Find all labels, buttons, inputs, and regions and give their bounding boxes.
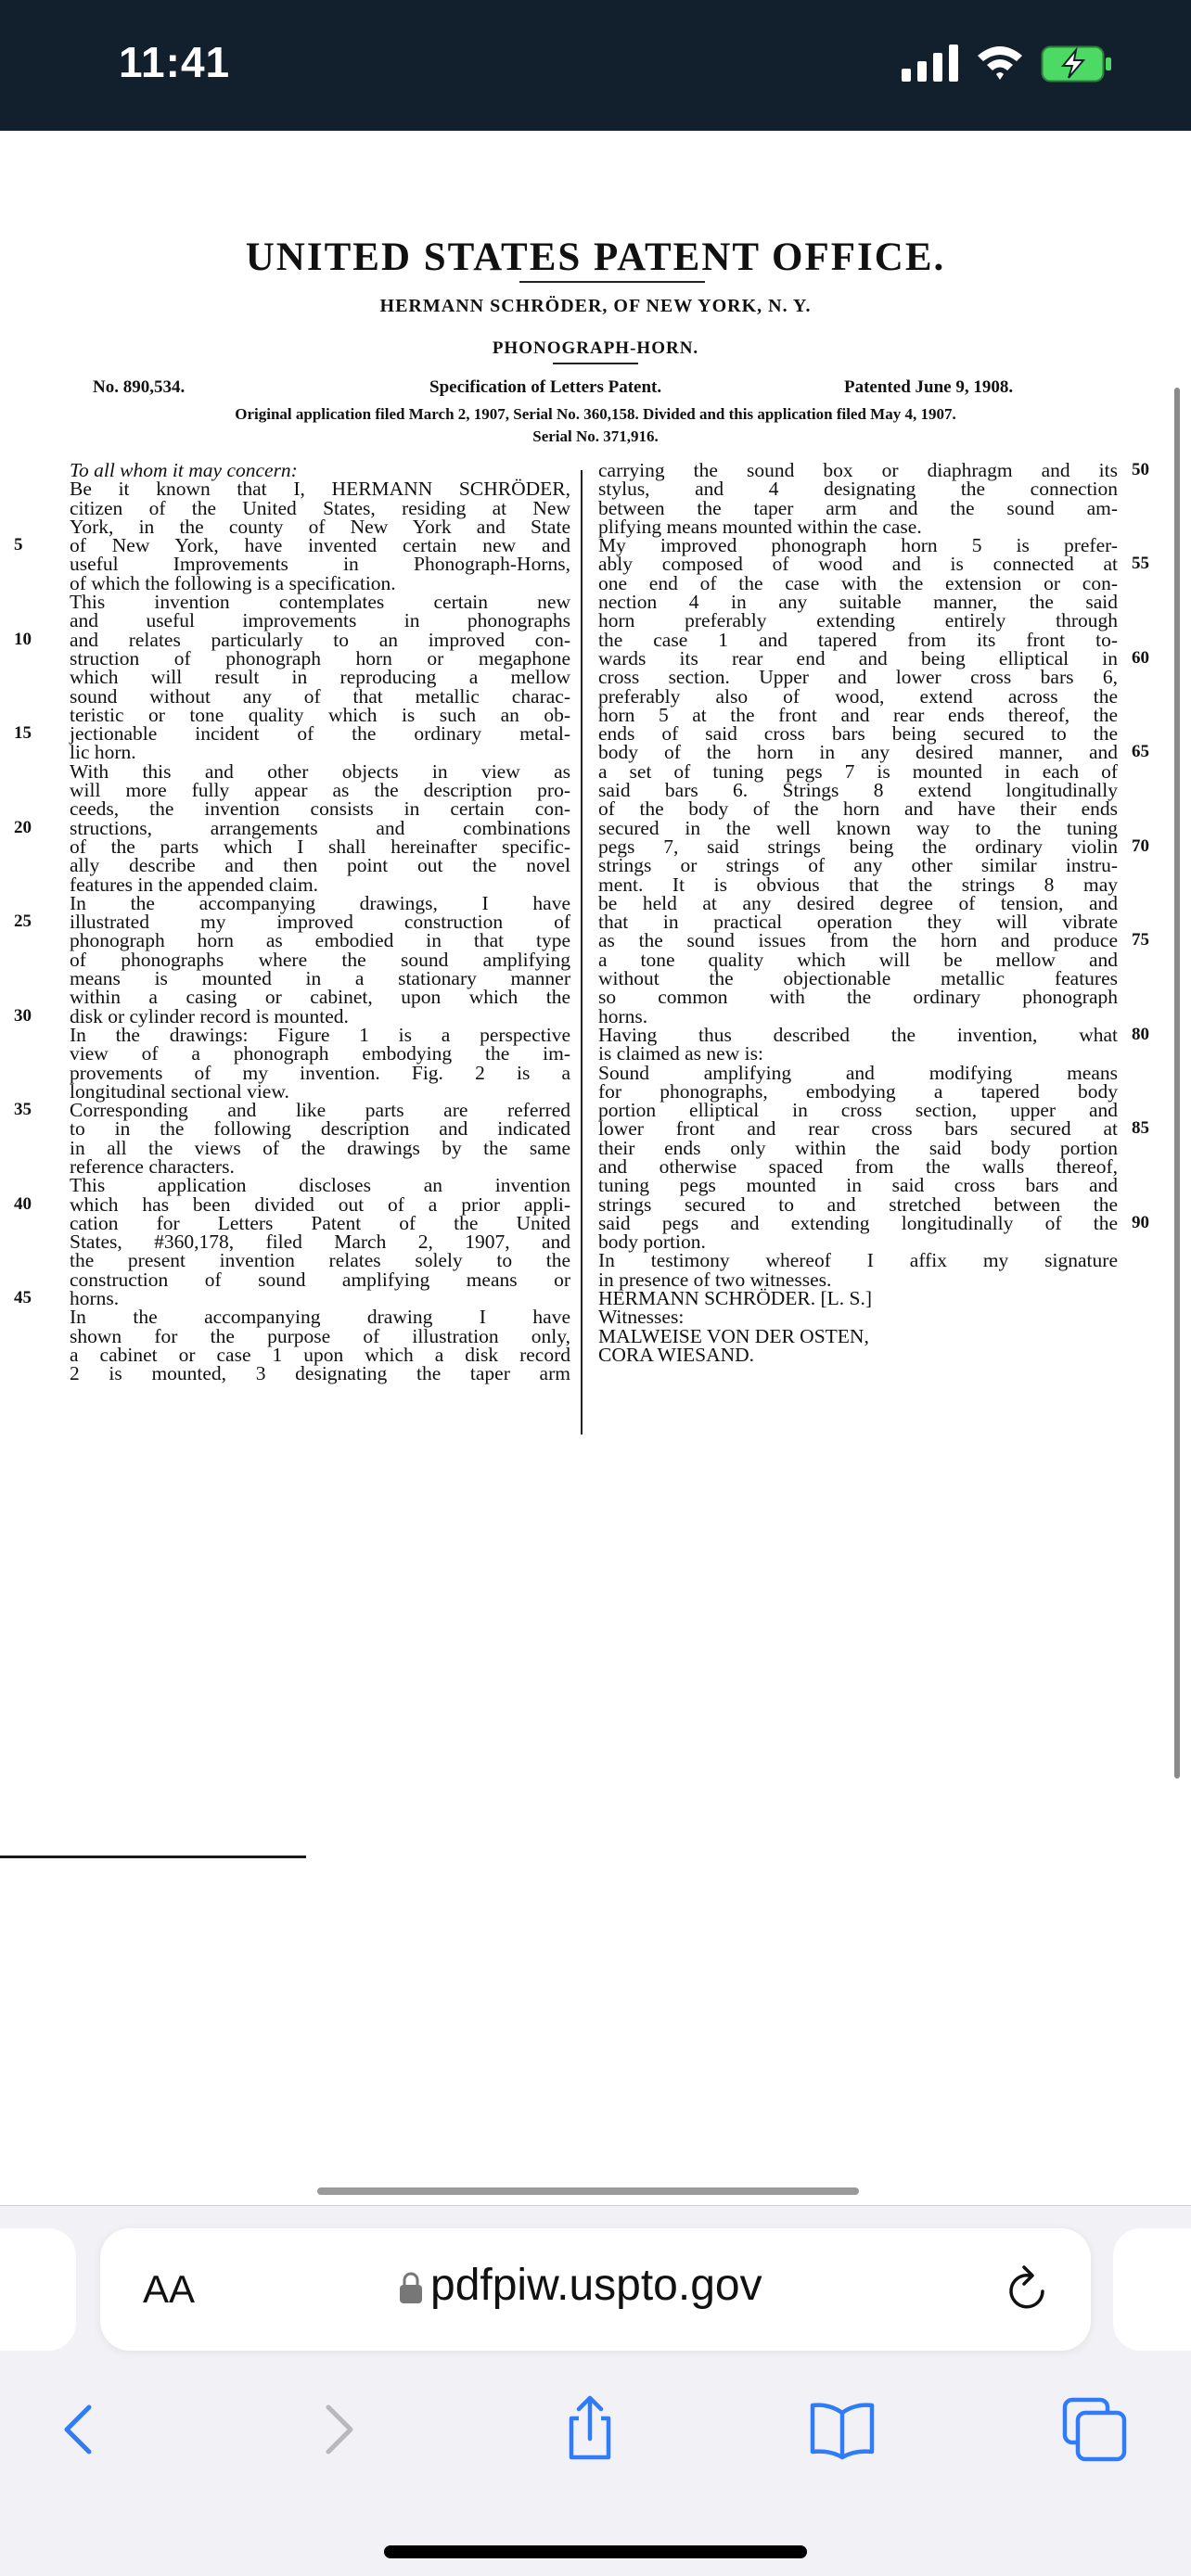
address-bar[interactable] [100, 2228, 1091, 2351]
text-line [70, 1117, 570, 1141]
line-text: pegs 7, said strings being the ordinary violin [598, 835, 1118, 858]
text-line [598, 722, 1118, 746]
line-text: and otherwise spaced from the walls thereof, [598, 1154, 1118, 1178]
text-line [14, 816, 570, 839]
line-text: of the body of the horn and have their ends [598, 797, 1118, 821]
patent-subject: PHONOGRAPH-HORN. [492, 338, 699, 358]
text-line [14, 534, 570, 557]
line-text: in presence of two witnesses. [598, 1268, 832, 1291]
line-text: said bars 6. Strings 8 extend longitudinally [598, 779, 1118, 802]
text-line [598, 1061, 1118, 1084]
line-text: In testimony whereof I affix my signature [598, 1249, 1118, 1272]
previous-tab-card[interactable] [0, 2228, 76, 2351]
text-line [598, 969, 1118, 988]
line-number: 20 [14, 817, 32, 837]
document-scrollbar[interactable] [1174, 388, 1180, 1779]
status-time: 11:41 [119, 38, 231, 86]
line-number: 30 [14, 1005, 32, 1026]
text-line [70, 837, 570, 856]
text-line [598, 875, 1118, 894]
line-text: be held at any desired degree of tension, and [598, 891, 1118, 914]
text-line [70, 611, 570, 630]
line-text: phonograph horn as embodied in that type [70, 929, 570, 952]
line-text: shown for the purpose of illustration only, [70, 1324, 570, 1347]
line-number: 10 [14, 629, 32, 649]
text-line [598, 684, 1118, 708]
text-line [598, 1287, 1118, 1310]
line-text: ceeds, the invention consists in certain con- [70, 797, 570, 821]
cellular-signal-icon [902, 45, 959, 82]
text-line [14, 1192, 570, 1216]
line-text: features in the appended claim. [70, 873, 319, 896]
text-line [70, 854, 570, 877]
text-line [598, 666, 1118, 689]
line-text: lower front and rear cross bars secured at [598, 1117, 1118, 1141]
text-line [14, 1099, 570, 1122]
line-text: This application discloses an invention [70, 1174, 570, 1197]
line-text: body portion. [598, 1231, 706, 1254]
text-line [70, 1023, 570, 1046]
text-line [70, 684, 570, 708]
text-line [598, 628, 1118, 651]
line-text: To all whom it may concern: [70, 459, 298, 481]
text-line [14, 722, 570, 746]
line-text: a tone quality which will be mellow and [598, 948, 1118, 971]
serial-line: Serial No. 371,916. [532, 427, 659, 445]
text-line [70, 969, 570, 988]
line-number: 60 [1132, 647, 1149, 668]
text-line [598, 1249, 1118, 1272]
line-text: and useful improvements in phonographs [70, 609, 570, 632]
line-text: wards its rear end and being elliptical in [598, 646, 1118, 670]
inventor-line: HERMANN SCHRÖDER, OF NEW YORK, N. Y. [379, 296, 812, 316]
text-line [70, 1345, 570, 1364]
text-line [598, 1004, 1118, 1027]
line-text: MALWEISE VON DER OSTEN, [598, 1324, 869, 1347]
line-number: 65 [1132, 742, 1149, 762]
line-text: HERMANN SCHRÖDER. [L. S.] [598, 1287, 873, 1310]
text-line [598, 459, 1149, 481]
text-line [598, 1192, 1118, 1216]
text-line [598, 1023, 1149, 1046]
line-number: 35 [14, 1100, 32, 1120]
line-text: one end of the case with the extension or con- [598, 571, 1118, 594]
text-line [70, 1174, 570, 1197]
line-text: their ends only within the said body portion [598, 1136, 1118, 1159]
text-line [70, 517, 570, 536]
line-text: secured in the well known way to the tuning [598, 816, 1118, 839]
text-line [598, 1044, 1118, 1063]
text-line [598, 779, 1118, 802]
line-text: illustrated my improved construction of [70, 911, 570, 934]
title-divider [519, 281, 705, 283]
subject-divider [553, 363, 638, 364]
line-text: strings or strings of any other similar instru- [598, 854, 1118, 877]
bookmarks-icon[interactable] [805, 2392, 879, 2467]
line-text: a cabinet or case 1 upon which a disk record [70, 1343, 570, 1366]
text-line [14, 1004, 570, 1027]
line-text: will more fully appear as the description pro- [70, 779, 570, 802]
line-text: reference characters. [70, 1154, 235, 1178]
text-line [598, 553, 1149, 576]
line-text: tuning pegs mounted in said cross bars and [598, 1174, 1118, 1197]
pdf-document-view[interactable] [0, 131, 1191, 2205]
line-text: plifying means mounted within the case. [598, 515, 922, 538]
text-line [598, 816, 1118, 839]
text-line [598, 797, 1118, 821]
line-text: body of the horn in any desired manner, and [598, 741, 1118, 764]
line-text: Corresponding and like parts are referred [70, 1099, 570, 1122]
bottom-toolbar [0, 2383, 1191, 2476]
text-line [598, 759, 1118, 783]
text-line [598, 1345, 1118, 1364]
battery-charging-icon [1041, 45, 1113, 83]
text-line [70, 1136, 570, 1159]
text-line [70, 1154, 570, 1178]
text-line [70, 1044, 570, 1063]
line-text: ends of said cross bars being secured to the [598, 722, 1118, 746]
text-line [70, 1079, 570, 1103]
line-text: which will result in reproducing a mellow [70, 666, 570, 689]
line-text: construction of sound amplifying means or [70, 1268, 570, 1291]
line-text: ment. It is obvious that the strings 8 may [598, 873, 1118, 896]
url-text[interactable]: pdfpiw.uspto.gov [430, 2261, 762, 2310]
line-text: the case 1 and tapered from its front to- [598, 628, 1118, 651]
text-line [598, 496, 1118, 519]
line-text: CORA WIESAND. [598, 1343, 755, 1366]
line-number: 15 [14, 723, 32, 744]
text-line [598, 1306, 1118, 1329]
line-text: Be it known that I, HERMANN SCHRÖDER, [70, 478, 570, 501]
line-number: 25 [14, 912, 32, 932]
text-line [70, 950, 570, 969]
reload-icon[interactable] [1002, 2264, 1052, 2315]
text-line [598, 703, 1118, 726]
line-number: 70 [1132, 835, 1149, 856]
line-text: ably composed of wood and is connected at [598, 553, 1118, 576]
line-text: horn 5 at the front and rear ends thereof, the [598, 703, 1118, 726]
line-text: jectionable incident of the ordinary metal- [70, 722, 570, 746]
text-line [70, 1211, 570, 1234]
text-line [70, 1306, 570, 1329]
line-text: the present invention relates solely to the [70, 1249, 570, 1272]
line-text: ally describe and then point out the novel [70, 854, 570, 877]
text-line [70, 779, 570, 802]
text-line [598, 1099, 1118, 1122]
line-text: In the accompanying drawings, I have [70, 891, 570, 914]
text-line [598, 1211, 1149, 1234]
horizontal-scroll-indicator[interactable] [317, 2187, 859, 2195]
text-line [598, 536, 1118, 555]
line-number: 90 [1132, 1212, 1149, 1232]
text-line [70, 461, 570, 479]
line-text: struction of phonograph horn or megaphone [70, 646, 570, 670]
text-line [70, 797, 570, 821]
line-text: In the drawings: Figure 1 is a perspective [70, 1023, 570, 1046]
text-line [70, 931, 570, 950]
wifi-icon [976, 43, 1024, 82]
text-line [598, 950, 1118, 969]
text-line [14, 628, 570, 651]
text-line [70, 986, 570, 1009]
line-number: 5 [14, 535, 23, 555]
text-line [70, 759, 570, 783]
text-line [70, 741, 570, 764]
line-text: With this and other objects in view as [70, 759, 570, 783]
line-text: York, in the county of New York and State [70, 515, 570, 538]
text-line [598, 1117, 1149, 1141]
line-number: 75 [1132, 930, 1149, 950]
text-line [70, 891, 570, 914]
line-text: to in the following description and indicated [70, 1117, 570, 1141]
text-line [70, 646, 570, 670]
line-text: cation for Letters Patent of the United [70, 1211, 570, 1234]
text-line [70, 666, 570, 689]
line-text: of phonographs where the sound amplifying [70, 948, 570, 971]
text-line [70, 1231, 570, 1254]
line-text: carrying the sound box or diaphragm and its [598, 459, 1118, 481]
line-text: structions, arrangements and combinations [70, 816, 570, 839]
text-line [598, 1079, 1118, 1103]
text-line [598, 986, 1118, 1009]
line-text: lic horn. [70, 741, 136, 764]
lock-icon [399, 2271, 423, 2304]
line-text: which has been divided out of a prior appli- [70, 1192, 570, 1216]
line-text: within a casing or cabinet, upon which the [70, 986, 570, 1009]
line-text: without the objectionable metallic features [598, 967, 1118, 990]
text-line [598, 591, 1118, 614]
office-title: UNITED STATES PATENT OFFICE. [245, 236, 946, 279]
text-line [70, 591, 570, 614]
line-text: horns. [598, 1004, 648, 1027]
line-number: 80 [1132, 1024, 1149, 1044]
application-line: Original application filed March 2, 1907, Serial No. 360,158. Divided and this application filed May 4, 1907. [235, 405, 956, 423]
line-text: Sound amplifying and modifying means [598, 1061, 1118, 1084]
share-icon[interactable] [553, 2392, 627, 2467]
text-line [598, 1154, 1118, 1178]
line-text: teristic or tone quality which is such an ob- [70, 703, 570, 726]
line-text: nection 4 in any suitable manner, the said [598, 591, 1118, 614]
line-text: portion elliptical in cross section, upper and [598, 1099, 1118, 1122]
tabs-icon[interactable] [1057, 2392, 1132, 2467]
status-bar [0, 0, 1191, 131]
home-indicator[interactable] [384, 2545, 807, 2558]
line-text: provements of my invention. Fig. 2 is a [70, 1061, 570, 1084]
line-text: useful Improvements in Phonograph-Horns, [70, 553, 570, 576]
text-line [70, 571, 570, 594]
text-line [598, 911, 1118, 934]
text-line [598, 517, 1118, 536]
patented-date: Patented June 9, 1908. [844, 377, 1014, 397]
line-text: so common with the ordinary phonograph [598, 986, 1118, 1009]
text-line [70, 1364, 570, 1383]
line-text: disk or cylinder record is mounted. [70, 1004, 349, 1027]
line-text: strings secured to and stretched between the [598, 1192, 1118, 1216]
line-text: means is mounted in a stationary manner [70, 967, 570, 990]
text-line [598, 1231, 1118, 1254]
line-text: 2 is mounted, 3 designating the taper arm [70, 1362, 570, 1385]
line-text: for phonographs, embodying a tapered body [598, 1079, 1118, 1103]
line-text: My improved phonograph horn 5 is prefer- [598, 534, 1118, 557]
page-edge-line [0, 1855, 306, 1858]
line-text: of which the following is a specification. [70, 571, 396, 594]
line-number: 55 [1132, 554, 1149, 574]
line-text: as the sound issues from the horn and produce [598, 929, 1118, 952]
line-text: horns. [70, 1287, 120, 1310]
right-column [598, 459, 1149, 1366]
text-line [598, 854, 1118, 877]
text-line [70, 1270, 570, 1289]
line-text: is claimed as new is: [598, 1042, 763, 1065]
text-line [598, 478, 1118, 501]
text-line [598, 1270, 1118, 1289]
text-line [70, 1249, 570, 1272]
line-text: said pegs and extending longitudinally of the [598, 1211, 1118, 1234]
line-text: This invention contemplates certain new [70, 591, 570, 614]
text-line [598, 611, 1118, 630]
line-text: States, #360,178, filed March 2, 1907, and [70, 1231, 570, 1254]
patent-number: No. 890,534. [93, 377, 186, 397]
line-text: view of a phonograph embodying the im- [70, 1042, 570, 1065]
forward-icon[interactable] [302, 2392, 377, 2467]
line-text: of New York, have invented certain new and [70, 534, 570, 557]
specification-label: Specification of Letters Patent. [429, 377, 662, 397]
text-line [598, 646, 1149, 670]
line-text: longitudinal sectional view. [70, 1079, 289, 1103]
text-line [70, 478, 570, 501]
text-line [598, 891, 1118, 914]
next-tab-card[interactable] [1113, 2228, 1191, 2351]
back-icon[interactable] [41, 2392, 115, 2467]
line-text: stylus, and 4 designating the connection [598, 478, 1118, 501]
line-text: Having thus described the invention, what [598, 1023, 1118, 1046]
text-line [598, 1174, 1118, 1197]
text-line [598, 741, 1149, 764]
line-text: a set of tuning pegs 7 is mounted in each of [598, 759, 1118, 783]
line-text: cross section. Upper and lower cross bars 6, [598, 666, 1118, 689]
text-line [598, 1324, 1118, 1347]
line-number: 45 [14, 1288, 32, 1308]
line-text: Witnesses: [598, 1306, 685, 1329]
text-line [14, 911, 570, 934]
line-text: and relates particularly to an improved con- [70, 628, 570, 651]
text-line [598, 571, 1118, 594]
line-text: sound without any of that metallic charac- [70, 684, 570, 708]
text-line [70, 875, 570, 894]
text-size-button[interactable]: AA [143, 2267, 196, 2311]
toolbar-separator [0, 2205, 1191, 2206]
text-line [598, 835, 1149, 858]
line-number: 40 [14, 1193, 32, 1214]
line-text: preferably also of wood, extend across the [598, 684, 1118, 708]
line-text: In the accompanying drawing I have [70, 1306, 570, 1329]
text-line [70, 1061, 570, 1084]
text-line [70, 553, 570, 576]
line-text: of the parts which I shall hereinafter specific- [70, 835, 570, 858]
text-line [598, 929, 1149, 952]
line-number: 50 [1132, 460, 1149, 479]
line-number: 85 [1132, 1118, 1149, 1139]
text-line [70, 1324, 570, 1347]
text-line [598, 1136, 1118, 1159]
left-column [14, 459, 570, 1385]
text-line [14, 1287, 570, 1310]
line-text: that in practical operation they will vibrate [598, 911, 1118, 934]
line-text: horn preferably extending entirely through [598, 609, 1118, 632]
line-text: in all the views of the drawings by the same [70, 1136, 570, 1159]
line-text: citizen of the United States, residing at New [70, 496, 570, 519]
text-line [70, 703, 570, 726]
text-line [70, 496, 570, 519]
column-divider [581, 470, 583, 1435]
line-text: between the taper arm and the sound am- [598, 496, 1118, 519]
